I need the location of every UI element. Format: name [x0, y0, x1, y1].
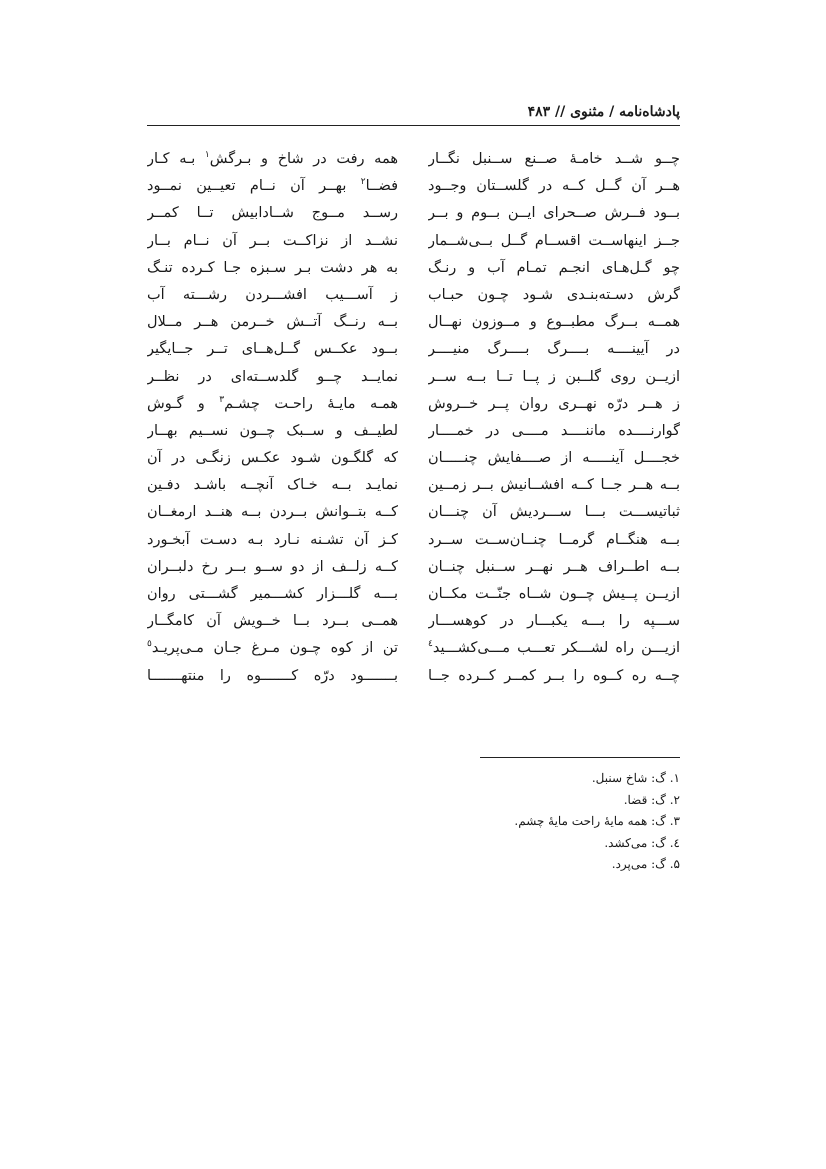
hemistich-text: رســد مــوج شــادابیش تــا کمــر	[147, 205, 398, 222]
hemistich-second	[147, 499, 398, 526]
hemistich-text: ازیــن روی گلــبن ز پــا تــا بــه ســر	[428, 368, 680, 385]
hemistich-first	[428, 663, 680, 690]
hemistich-text: همــی بــرد بــا خــویش آن کامگــار	[147, 613, 398, 630]
hemistich-first	[428, 527, 680, 554]
hemistich-text: ثباتیســـت بـــا ســـردیش آن چنـــان	[428, 504, 680, 521]
hemistich-second	[147, 635, 398, 662]
hemistich-first	[428, 364, 680, 391]
hemistich-second	[147, 608, 398, 635]
hemistich-second	[147, 472, 398, 499]
hemistich-text: گرش دسـته‌بنـدی شـود چـون حبـاب	[428, 286, 680, 303]
hemistich-text: بــه اطــراف هــر نهــر ســنبل چنــان	[428, 558, 680, 575]
hemistich-text: چــه ره کــوه را بــر کمــر کــرده جــا	[428, 667, 680, 684]
hemistich-first	[428, 146, 680, 173]
hemistich-first	[428, 499, 680, 526]
hemistich-second	[147, 146, 398, 173]
hemistich-text-tail: و گـوش	[147, 395, 220, 412]
hemistich-text-tail: بهــر آن نــام تعیــین نمــود	[147, 178, 361, 195]
hemistich-text: همـه مایـهٔ راحـت چشـم	[224, 395, 398, 412]
hemistich-first	[428, 608, 680, 635]
hemistich-second	[147, 554, 398, 581]
hemistich-text: ازیـــن راه لشـــکر تعـــب مـــی‌کشـــید	[432, 640, 680, 657]
hemistich-text: ســـپه را بـــه یکبـــار در کوهســـار	[428, 613, 680, 630]
hemistich-text: نمایــد چــو گلدســته‌ای در نظــر	[147, 368, 398, 385]
hemistich-second	[147, 228, 398, 255]
footnote-item: ۲. گ: قضا.	[623, 792, 680, 807]
hemistich-text: بـــــــود درّه کـــــــوه را منتهـــــــا	[147, 667, 398, 684]
hemistich-text: ز آســـیب افشـــردن رشـــته آب	[147, 286, 398, 303]
footnote-item: ۵. گ: می‌پرد.	[611, 857, 680, 871]
hemistich-second	[147, 391, 398, 418]
hemistich-text: هــر آن گــل کــه در گلســتان وجــود	[428, 178, 680, 195]
hemistich-second	[147, 418, 398, 445]
footnote-marker[interactable]: ۱	[204, 150, 210, 160]
header-title: پادشاه‌نامه / مثنوی // ۴۸۳	[527, 104, 680, 120]
footnote-marker[interactable]: ۳	[219, 394, 225, 405]
hemistich-text: لطیــف و ســبک چــون نســیم بهــار	[147, 422, 398, 439]
hemistich-text: بـــه گلـــزار کشـــمیر گشـــتی روان	[147, 586, 398, 602]
hemistich-text: کــه بتــوانش بــردن بــه هنــد ارمغــان	[147, 504, 398, 521]
footnote-item: ٤. گ: می‌کشد.	[604, 835, 680, 850]
hemistich-text: همه رفت در شاخ و بـرگش	[209, 151, 398, 167]
hemistich-first	[428, 635, 680, 662]
hemistich-first	[428, 255, 680, 282]
hemistich-text: همــه بــرگ مطبــوع و مــوزون نهــال	[428, 314, 680, 331]
hemistich-first	[428, 391, 680, 418]
footnote-rule	[480, 757, 680, 758]
hemistich-text: تن از کوه چـون مـرغ جـان مـی‌پریـد	[151, 640, 398, 657]
hemistich-second	[147, 527, 398, 554]
running-header	[147, 98, 680, 120]
hemistich-second	[147, 282, 398, 309]
hemistich-text: به هر دشت بـر سـبزه جـا کـرده تنـگ	[147, 259, 398, 276]
verse-column-second-hemistich	[147, 146, 398, 690]
hemistich-first	[428, 445, 680, 472]
hemistich-first	[428, 472, 680, 499]
hemistich-text: که گلگـون شـود عکـس زنگـی در آن	[147, 450, 398, 467]
hemistich-text: ز هــر درّه نهــری روان پــر خــروش	[428, 395, 680, 412]
footnote-item: ۱. گ: شاخ سنبل.	[591, 771, 680, 785]
footnote-marker[interactable]: ۲	[360, 177, 366, 188]
hemistich-text: در آیینــــه بــــرگ بــــرگ منیــــر	[428, 341, 680, 358]
hemistich-first	[428, 173, 680, 200]
hemistich-first	[428, 228, 680, 255]
hemistich-text: بــه هنگــام گرمــا چنــان‌ســت ســرد	[428, 531, 680, 548]
hemistich-text-tail: بـه کـار	[147, 151, 205, 167]
verse-column-first-hemistich	[428, 146, 680, 690]
hemistich-first	[428, 200, 680, 227]
hemistich-first	[428, 336, 680, 363]
footnotes	[400, 768, 680, 876]
hemistich-text: فضــا	[365, 178, 398, 195]
hemistich-second	[147, 200, 398, 227]
hemistich-first	[428, 554, 680, 581]
hemistich-second	[147, 445, 398, 472]
hemistich-second	[147, 364, 398, 391]
hemistich-second	[147, 309, 398, 336]
hemistich-text: خجــــل آینـــــه از صــــفایش چنـــــان	[428, 450, 680, 467]
hemistich-text: چو گـل‌هـای انجـم تمـام آب و رنـگ	[428, 259, 680, 276]
hemistich-first	[428, 418, 680, 445]
hemistich-text: ازیــن پــیش چــون شــاه جنّــت مکــان	[428, 586, 680, 602]
hemistich-text: گوارنــــده ماننــــد مــــی در خمــــار	[428, 422, 680, 439]
footnote-marker[interactable]: ٥	[147, 639, 152, 650]
footnote-marker[interactable]: ٤	[428, 639, 433, 650]
hemistich-first	[428, 581, 680, 608]
footnote-item: ۳. گ: همه مایهٔ راحت مایهٔ چشم.	[514, 814, 680, 828]
hemistich-text: نمایـد بــه خـاک آنچــه باشـد دفـین	[147, 477, 398, 494]
hemistich-second	[147, 581, 398, 608]
hemistich-text: نشــد از نزاکــت بــر آن نــام بــار	[147, 232, 398, 249]
hemistich-second	[147, 255, 398, 282]
hemistich-first	[428, 282, 680, 309]
hemistich-text: جــز اینهاســت اقســام گــل بــی‌شــمار	[428, 232, 680, 249]
hemistich-text: بــود فــرش صــحرای ایــن بــوم و بــر	[428, 205, 680, 222]
hemistich-text: بــه هــر جــا کــه افشــانیش بــر زمــین	[428, 477, 680, 494]
hemistich-text: چــو شــد خامـهٔ صــنع ســنبل نگــار	[428, 151, 680, 167]
hemistich-second	[147, 663, 398, 690]
hemistich-text: کــه زلــف از دو ســو بــر رخ دلبــران	[147, 558, 398, 575]
hemistich-second	[147, 173, 398, 200]
hemistich-second	[147, 336, 398, 363]
hemistich-text: بــه رنــگ آتــش خــرمن هــر مــلال	[147, 314, 398, 331]
hemistich-text: کـز آن تشـنه نـارد بـه دسـت آبخـورد	[147, 531, 398, 548]
hemistich-first	[428, 309, 680, 336]
header-rule	[147, 125, 680, 126]
hemistich-text: بــود عکــس گــل‌هــای تــر جــایگیر	[147, 341, 398, 358]
